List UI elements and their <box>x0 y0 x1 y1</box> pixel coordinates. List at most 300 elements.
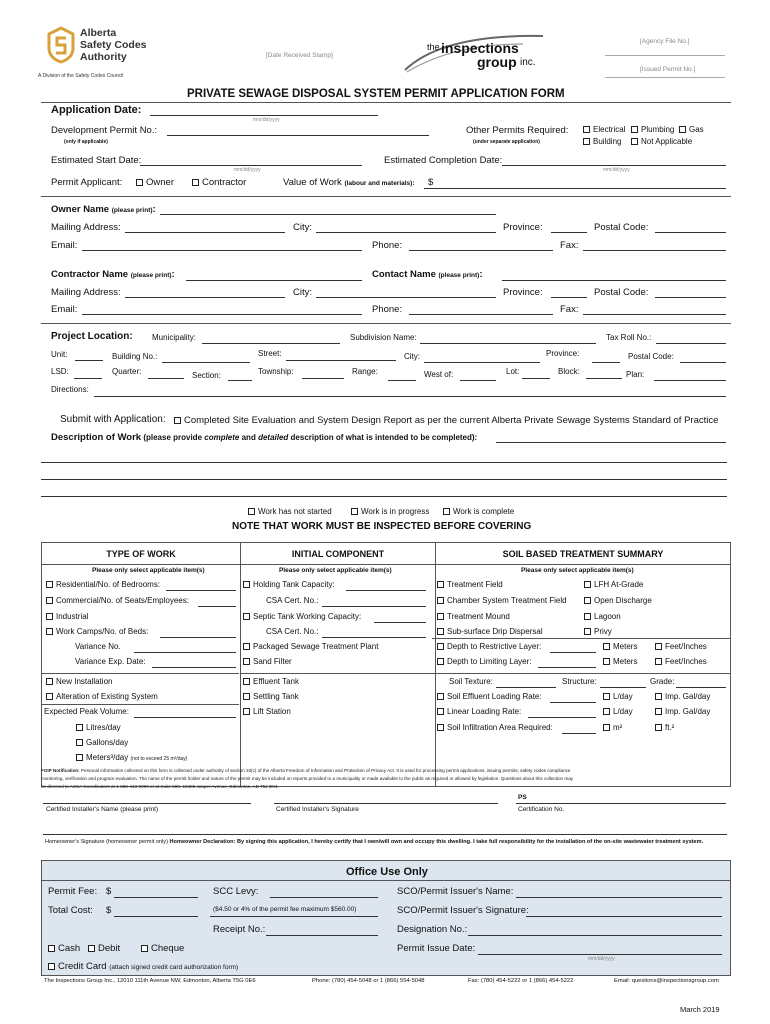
permit-not-applicable[interactable] <box>631 137 692 146</box>
checkbox-icon[interactable] <box>655 693 662 700</box>
ic-sand-filter[interactable] <box>243 657 292 666</box>
permit-not-applicable-label: Not Applicable <box>641 137 693 146</box>
checkbox-icon[interactable] <box>603 708 610 715</box>
checkbox-icon[interactable] <box>437 724 444 731</box>
plan-label: Plan: <box>626 370 645 379</box>
checkbox-icon[interactable] <box>243 581 250 588</box>
texture-input[interactable] <box>496 687 556 688</box>
col1-divider-2 <box>41 704 239 705</box>
owner-fax-input[interactable] <box>583 250 726 251</box>
permit-plumbing[interactable] <box>631 125 674 134</box>
loading-lday[interactable] <box>603 692 633 701</box>
variance-no-input[interactable] <box>134 652 236 653</box>
status-complete[interactable] <box>443 507 514 516</box>
soil-drip[interactable] <box>437 627 543 636</box>
homeowner-sig-label: Homeowner's Signature (homeowner permit only) <box>45 839 168 845</box>
owner-province-label: Province: <box>503 222 543 233</box>
description-line-1[interactable] <box>496 442 726 443</box>
checkbox-icon[interactable] <box>443 508 450 515</box>
soil-privy[interactable] <box>584 627 612 636</box>
grade-label: Grade: <box>650 677 675 686</box>
project-postal-label: Postal Code: <box>628 352 674 361</box>
soil-restrictive[interactable] <box>437 642 541 651</box>
owner-name-text: Owner Name <box>51 204 110 215</box>
checkbox-icon[interactable] <box>603 643 610 650</box>
soil-linear-rate[interactable] <box>437 707 521 716</box>
loading-imp-gal[interactable] <box>655 692 710 701</box>
homeowner-signature-input[interactable] <box>43 834 727 835</box>
total-cost-currency: $ <box>106 905 112 916</box>
checkbox-icon[interactable] <box>46 581 53 588</box>
header-initial-component: INITIAL COMPONENT <box>241 543 436 565</box>
seats-input[interactable] <box>198 606 236 607</box>
variance-no-label: Variance No. <box>75 642 121 651</box>
asca-line2: Safety Codes <box>80 39 147 51</box>
checkbox-icon[interactable] <box>655 708 662 715</box>
soil-chamber[interactable] <box>437 596 567 605</box>
peak-volume-input[interactable] <box>134 717 236 718</box>
section-rule <box>41 196 731 197</box>
footer-fax: Fax: (780) 454-5222 or 1 (866) 454-5222 <box>468 978 574 984</box>
permit-building[interactable] <box>583 137 621 146</box>
start-date-input[interactable] <box>140 165 362 166</box>
contractor-province-input[interactable] <box>551 297 587 298</box>
peak-volume-label: Expected Peak Volume: <box>44 707 129 716</box>
street-label: Street: <box>258 349 282 358</box>
settling-tank-label: Settling Tank <box>253 692 299 701</box>
contractor-province-label: Province: <box>503 287 543 298</box>
contact-name-input[interactable] <box>502 280 726 281</box>
block-input[interactable] <box>586 378 622 379</box>
receipt-input[interactable] <box>266 935 378 936</box>
cert-no-input[interactable] <box>516 803 726 804</box>
soil-lfh[interactable] <box>584 580 643 589</box>
section-input[interactable] <box>228 380 252 381</box>
checkbox-icon[interactable] <box>655 724 662 731</box>
structure-input[interactable] <box>600 687 646 688</box>
checkbox-icon[interactable] <box>46 693 53 700</box>
issue-date-label: Permit Issue Date: <box>397 943 476 954</box>
status-not-started[interactable] <box>248 507 332 516</box>
holding-capacity-input[interactable] <box>346 590 426 591</box>
tow-industrial[interactable] <box>46 612 88 621</box>
value-of-work-input[interactable] <box>424 188 726 189</box>
restrictive-input[interactable] <box>550 652 596 653</box>
checkbox-icon[interactable] <box>437 581 444 588</box>
tow-alteration[interactable] <box>46 692 158 701</box>
foip-text-3: be directed to ASCA Coordinators at 1-888-413-0099 or at Suite 500, 10405 Jasper Avenue, Edmonton, AB T5J 3N4. <box>41 784 279 789</box>
description-detailed: detailed <box>258 433 289 442</box>
ic-lift-station[interactable] <box>243 707 291 716</box>
pay-debit[interactable] <box>88 943 120 954</box>
soil-open-discharge[interactable] <box>584 596 652 605</box>
linear-input[interactable] <box>528 717 596 718</box>
m2-label: m² <box>613 723 623 732</box>
csa-cert-1-input[interactable] <box>322 606 426 607</box>
checkbox-icon[interactable] <box>584 581 591 588</box>
project-postal-input[interactable] <box>680 362 726 363</box>
foip-label: FOIP Notification: <box>41 768 80 773</box>
checkbox-icon[interactable] <box>136 179 143 186</box>
col1-divider <box>41 673 239 674</box>
structure-label: Structure: <box>562 677 597 686</box>
lfh-label: LFH At-Grade <box>594 580 644 589</box>
ic-holding-tank[interactable] <box>243 580 335 589</box>
checkbox-icon[interactable] <box>248 508 255 515</box>
checkbox-icon[interactable] <box>46 628 53 635</box>
ps-label: PS <box>518 794 527 801</box>
soil-treatment-field[interactable] <box>437 580 503 589</box>
permit-electrical[interactable] <box>583 125 625 134</box>
checkbox-icon[interactable] <box>243 658 250 665</box>
unit-input[interactable] <box>75 360 103 361</box>
west-of-label: West of: <box>424 370 454 379</box>
checkbox-icon[interactable] <box>437 708 444 715</box>
checkbox-icon[interactable] <box>603 658 610 665</box>
owner-city-input[interactable] <box>316 232 496 233</box>
septic-tank-label: Septic Tank Working Capacity: <box>253 612 362 621</box>
development-permit-input[interactable] <box>167 135 429 136</box>
city-label: City: <box>404 352 420 361</box>
soil-lagoon[interactable] <box>584 612 621 621</box>
building-input[interactable] <box>162 362 250 363</box>
footer-phone: Phone: (780) 454-5048 or 1 (866) 554-5048 <box>312 978 425 984</box>
applicant-contractor[interactable] <box>192 177 246 188</box>
directions-input[interactable] <box>94 396 726 397</box>
status-in-progress[interactable] <box>351 507 429 516</box>
asca-logo <box>46 26 76 69</box>
checkbox-icon[interactable] <box>76 754 83 761</box>
description-and: and <box>241 433 256 442</box>
soil-mound[interactable] <box>437 612 510 621</box>
installer-signature-input[interactable] <box>274 803 498 804</box>
peak-meters[interactable] <box>76 753 187 762</box>
limiting-input[interactable] <box>538 667 596 668</box>
checkbox-icon[interactable] <box>583 138 590 145</box>
installer-name-input[interactable] <box>43 803 251 804</box>
permit-fee-input[interactable] <box>114 897 198 898</box>
description-line-2[interactable] <box>41 462 727 463</box>
receipt-label: Receipt No.: <box>213 924 266 935</box>
value-currency: $ <box>428 177 434 188</box>
checkbox-icon[interactable] <box>631 126 638 133</box>
csa-cert-1-label: CSA Cert. No.: <box>266 596 319 605</box>
checkbox-icon[interactable] <box>583 126 590 133</box>
permit-electrical-label: Electrical <box>593 125 626 134</box>
cash-label: Cash <box>58 943 81 954</box>
pay-credit-card[interactable] <box>48 961 238 972</box>
sco-name-input[interactable] <box>516 897 722 898</box>
total-cost-input[interactable] <box>114 916 198 917</box>
checkbox-icon[interactable] <box>243 693 250 700</box>
checkbox-icon[interactable] <box>584 613 591 620</box>
applicant-owner-label: Owner <box>146 177 174 188</box>
contractor-postal-input[interactable] <box>655 297 726 298</box>
total-cost-label: Total Cost: <box>48 905 93 916</box>
application-date-input[interactable] <box>150 115 378 116</box>
credit-label: Credit Card <box>58 961 107 972</box>
checkbox-icon[interactable] <box>437 693 444 700</box>
beds-input[interactable] <box>160 637 236 638</box>
date-received-stamp: [Date Received Stamp] <box>266 52 333 59</box>
gallons-label: Gallons/day <box>86 738 129 747</box>
infiltration-ft2[interactable] <box>655 723 674 732</box>
completion-date-label: Estimated Completion Date: <box>384 155 503 166</box>
checkbox-icon[interactable] <box>437 643 444 650</box>
permit-gas-label: Gas <box>689 125 704 134</box>
linear-label: Linear Loading Rate: <box>447 707 522 716</box>
checkbox-icon[interactable] <box>603 693 610 700</box>
township-input[interactable] <box>302 378 344 379</box>
col2-divider <box>240 673 432 674</box>
development-permit-label: Development Permit No.: <box>51 125 158 136</box>
contractor-mailing-input[interactable] <box>125 297 285 298</box>
contractor-phone-label: Phone: <box>372 304 403 315</box>
restrictive-meters-label: Meters <box>613 642 638 651</box>
bedrooms-input[interactable] <box>166 590 236 591</box>
effluent-tank-label: Effluent Tank <box>253 677 299 686</box>
value-of-work-label <box>283 177 415 188</box>
foip-text-2: monitoring, verification and program evaluation. The name of the permit holder and nature of the permit may be included on reports provided to a municipality or made available to the public as required or allowed by legislation. Questions about this collection may <box>41 776 574 781</box>
checkbox-icon[interactable] <box>437 628 444 635</box>
lsd-input[interactable] <box>74 378 102 379</box>
completion-date-input[interactable] <box>502 165 726 166</box>
restrictive-meters[interactable] <box>603 642 637 651</box>
col1-subheader: Please only select applicable item(s) <box>92 567 205 574</box>
checkbox-icon[interactable] <box>46 613 53 620</box>
contractor-name-label: Contractor Name (please print): <box>51 269 175 280</box>
ic-effluent-tank[interactable] <box>243 677 299 686</box>
permit-applicant-label: Permit Applicant: <box>51 177 123 188</box>
meters-label: Meters³/day <box>86 753 129 762</box>
checkbox-icon[interactable] <box>603 724 610 731</box>
ic-settling-tank[interactable] <box>243 692 299 701</box>
checkbox-icon[interactable] <box>88 945 95 952</box>
west-of-input[interactable] <box>460 380 496 381</box>
owner-email-input[interactable] <box>82 250 362 251</box>
levy-note: ($4.50 or 4% of the permit fee maximum $560.00) <box>213 906 357 913</box>
installer-name-label: Certified Installer's Name (please print) <box>46 806 159 813</box>
checkbox-icon[interactable] <box>46 678 53 685</box>
checkbox-icon[interactable] <box>192 179 199 186</box>
contractor-name-input[interactable] <box>186 280 362 281</box>
meters-note: (not to exceed 25 m³/day) <box>130 756 188 762</box>
description-line-4[interactable] <box>41 496 727 497</box>
company-name-1: inspections <box>441 40 519 56</box>
infiltration-label: Soil Infiltration Area Required: <box>447 723 553 732</box>
tax-roll-label: Tax Roll No.: <box>606 333 652 342</box>
peak-gallons[interactable] <box>76 738 128 747</box>
applicant-owner[interactable] <box>136 177 174 188</box>
soil-loading-rate[interactable] <box>437 692 542 701</box>
description-note-pre: (please provide <box>143 433 203 442</box>
checkbox-icon[interactable] <box>351 508 358 515</box>
checkbox-icon[interactable] <box>679 126 686 133</box>
checkbox-icon[interactable] <box>243 643 250 650</box>
texture-label: Soil Texture: <box>449 677 493 686</box>
pay-cash[interactable] <box>48 943 80 954</box>
issue-date-input[interactable] <box>478 954 722 955</box>
alteration-label: Alteration of Existing System <box>56 692 158 701</box>
sco-sig-label: SCO/Permit Issuer's Signature: <box>397 905 529 916</box>
status-complete-label: Work is complete <box>453 507 515 516</box>
municipality-input[interactable] <box>202 343 340 344</box>
contractor-city-input[interactable] <box>316 297 496 298</box>
contractor-fax-input[interactable] <box>583 314 726 315</box>
limiting-feet[interactable] <box>655 657 707 666</box>
variance-date-input[interactable] <box>152 667 236 668</box>
peak-litres[interactable] <box>76 723 121 732</box>
credit-note: (attach signed credit card authorization form) <box>109 964 239 971</box>
designation-label: Designation No.: <box>397 924 468 935</box>
checkbox-icon[interactable] <box>243 708 250 715</box>
sco-sig-input[interactable] <box>526 916 722 917</box>
contact-name-note: (please print) <box>438 272 480 279</box>
description-line-3[interactable] <box>41 479 727 480</box>
ic-septic-tank[interactable] <box>243 612 361 621</box>
tow-residential[interactable] <box>46 580 160 589</box>
owner-mailing-input[interactable] <box>125 232 285 233</box>
owner-province-input[interactable] <box>551 232 587 233</box>
street-input[interactable] <box>286 360 396 361</box>
pay-cheque[interactable] <box>141 943 184 954</box>
asca-tagline: A Division of the Safety Codes Council <box>38 73 124 79</box>
loading-input[interactable] <box>550 702 596 703</box>
lagoon-label: Lagoon <box>594 612 621 621</box>
subdivision-input[interactable] <box>420 343 596 344</box>
owner-phone-input[interactable] <box>409 250 553 251</box>
agency-file-line[interactable] <box>605 55 725 56</box>
holding-tank-label: Holding Tank Capacity: <box>253 580 335 589</box>
issued-permit-line[interactable] <box>605 77 725 78</box>
description-label <box>51 432 477 443</box>
owner-fax-label: Fax: <box>560 240 579 251</box>
description-text: Description of Work <box>51 432 142 443</box>
septic-capacity-input[interactable] <box>374 622 426 623</box>
project-province-input[interactable] <box>592 362 620 363</box>
checkbox-icon[interactable] <box>48 945 55 952</box>
owner-city-label: City: <box>293 222 312 233</box>
tow-new-installation[interactable] <box>46 677 112 686</box>
checkbox-icon[interactable] <box>48 963 55 970</box>
tow-industrial-label: Industrial <box>56 612 89 621</box>
tow-work-camps[interactable] <box>46 627 148 636</box>
inspection-note: NOTE THAT WORK MUST BE INSPECTED BEFORE COVERING <box>232 521 532 532</box>
checkbox-icon[interactable] <box>243 678 250 685</box>
restrictive-feet[interactable] <box>655 642 707 651</box>
agency-file-no: [Agency File No.] <box>640 38 690 45</box>
limiting-feet-label: Feet/Inches <box>665 657 707 666</box>
submit-site-evaluation[interactable] <box>174 415 718 426</box>
infiltration-input[interactable] <box>562 733 596 734</box>
tax-roll-input[interactable] <box>656 343 726 344</box>
checkbox-icon[interactable] <box>655 658 662 665</box>
ic-packaged-plant[interactable] <box>243 642 378 651</box>
tow-work-camps-label: Work Camps/No. of Beds: <box>56 627 149 636</box>
permit-fee-label: Permit Fee: <box>48 886 98 897</box>
limiting-meters-label: Meters <box>613 657 638 666</box>
contractor-email-input[interactable] <box>82 314 362 315</box>
range-input[interactable] <box>388 380 416 381</box>
checkbox-icon[interactable] <box>174 417 181 424</box>
owner-postal-input[interactable] <box>655 232 726 233</box>
plan-input[interactable] <box>654 380 726 381</box>
tow-residential-label: Residential/No. of Bedrooms: <box>56 580 161 589</box>
linear-lday[interactable] <box>603 707 633 716</box>
checkbox-icon[interactable] <box>437 613 444 620</box>
company-inc: inc. <box>520 57 536 68</box>
linear-imp-gal[interactable] <box>655 707 710 716</box>
status-in-progress-label: Work is in progress <box>361 507 430 516</box>
infiltration-m2[interactable] <box>603 723 622 732</box>
checkbox-icon[interactable] <box>141 945 148 952</box>
contractor-phone-input[interactable] <box>409 314 553 315</box>
scc-levy-input[interactable] <box>270 897 378 898</box>
grade-input[interactable] <box>676 687 726 688</box>
owner-mailing-label: Mailing Address: <box>51 222 121 233</box>
checkbox-icon[interactable] <box>243 613 250 620</box>
designation-input[interactable] <box>468 935 722 936</box>
status-not-started-label: Work has not started <box>258 507 332 516</box>
other-permits-label: Other Permits Required: <box>466 125 569 136</box>
checkbox-icon[interactable] <box>584 597 591 604</box>
checkbox-icon[interactable] <box>76 724 83 731</box>
csa-cert-2-input[interactable] <box>322 637 426 638</box>
checkbox-icon[interactable] <box>76 739 83 746</box>
lot-input[interactable] <box>522 378 550 379</box>
application-date-label: Application Date: <box>51 104 142 116</box>
footer-email: Email: questions@inspectionsgroup.com <box>614 978 719 984</box>
value-of-work-note: (labour and materials): <box>344 180 415 187</box>
soil-limiting[interactable] <box>437 657 532 666</box>
checkbox-icon[interactable] <box>437 658 444 665</box>
owner-name-input[interactable] <box>160 214 496 215</box>
debit-label: Debit <box>98 943 121 954</box>
contractor-city-label: City: <box>293 287 312 298</box>
checkbox-icon[interactable] <box>46 597 53 604</box>
foip-notice <box>41 767 573 791</box>
contractor-postal-label: Postal Code: <box>594 287 649 298</box>
checkbox-icon[interactable] <box>584 628 591 635</box>
foip-text-1: Personal information collected on this form is collected under authority of section 33(c) of the Alberta Freedom of Information and Protection of Privacy Act. It is used for processing permit applications, issuing permits, safety codes compliance <box>81 768 571 773</box>
section-label: Section: <box>192 371 221 380</box>
contractor-name-text: Contractor Name <box>51 269 129 280</box>
city-input[interactable] <box>424 362 540 363</box>
loading-lday-label: L/day <box>613 692 633 701</box>
quarter-input[interactable] <box>148 378 184 379</box>
loading-label: Soil Effluent Loading Rate: <box>447 692 542 701</box>
company-name-2: group <box>477 54 517 70</box>
litres-label: Litres/day <box>86 723 121 732</box>
cheque-label: Cheque <box>151 943 185 954</box>
checkbox-icon[interactable] <box>655 643 662 650</box>
limiting-meters[interactable] <box>603 657 637 666</box>
asca-line1: Alberta <box>80 27 117 39</box>
checkbox-icon[interactable] <box>437 597 444 604</box>
unit-label: Unit: <box>51 350 68 359</box>
cert-no-label: Certification No. <box>518 806 565 813</box>
submit-label: Submit with Application: <box>60 414 166 425</box>
applicant-contractor-label: Contractor <box>202 177 247 188</box>
project-location-label: Project Location: <box>51 331 133 342</box>
soil-infiltration[interactable] <box>437 723 553 732</box>
checkbox-icon[interactable] <box>631 138 638 145</box>
permit-gas[interactable] <box>679 125 704 134</box>
owner-postal-label: Postal Code: <box>594 222 649 233</box>
title-rule <box>41 102 731 103</box>
tow-commercial[interactable] <box>46 596 189 605</box>
treatment-field-label: Treatment Field <box>447 580 503 589</box>
